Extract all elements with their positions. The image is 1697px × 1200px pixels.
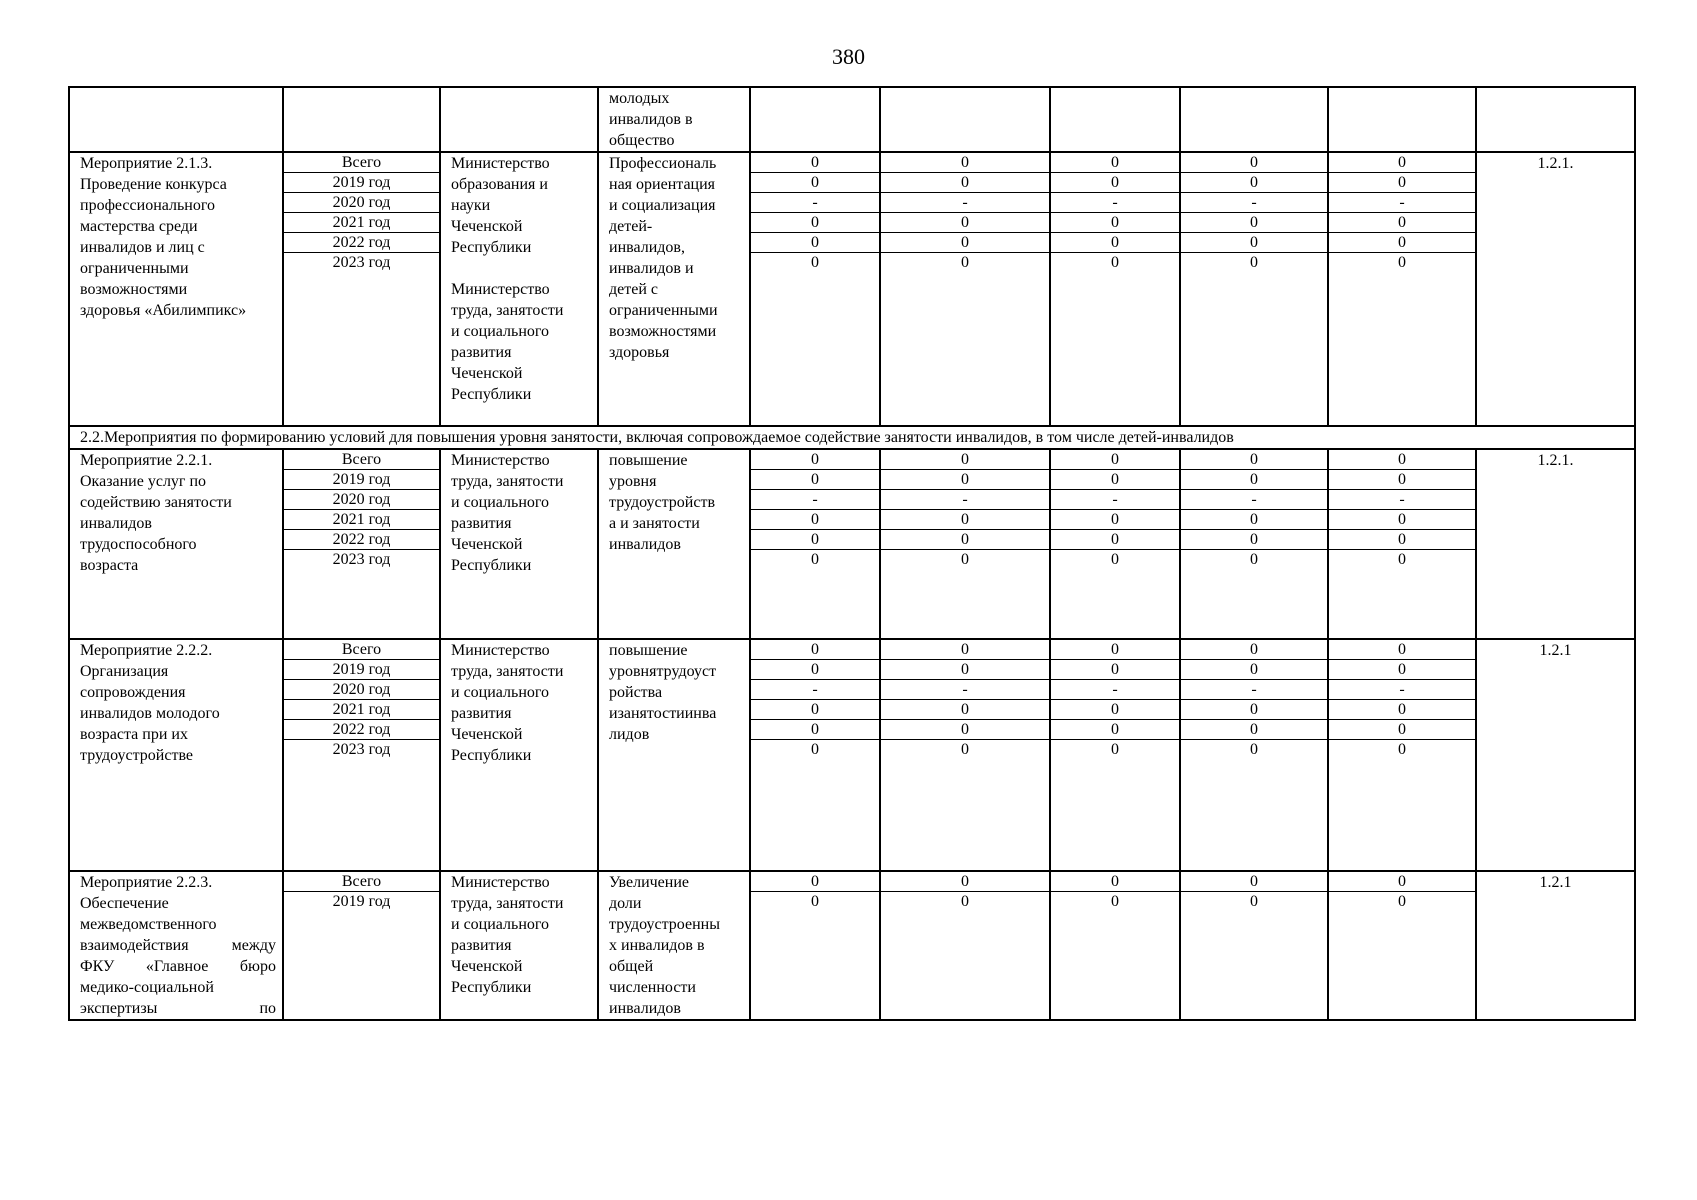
value-item: 0	[1051, 660, 1179, 680]
value-item: 0	[811, 893, 819, 910]
value-item: 0	[1181, 213, 1327, 233]
section-header-row	[69, 426, 1635, 449]
name-line	[80, 893, 276, 914]
measure-row-2-2-2	[69, 639, 1635, 871]
value-item: 0	[1250, 254, 1258, 271]
value-column	[880, 152, 1050, 426]
value-item: 0	[1329, 153, 1475, 173]
value-item: 0	[1051, 720, 1179, 740]
value-item: -	[1181, 490, 1327, 510]
value-item: 0	[751, 660, 879, 680]
value-item: 0	[881, 640, 1049, 660]
name-word: между	[231, 937, 276, 954]
value-item: 0	[1051, 173, 1179, 193]
value-item: 0	[1398, 893, 1406, 910]
value-item: -	[1051, 490, 1179, 510]
value-item: 0	[1181, 450, 1327, 470]
name-word: взаимодействия	[80, 937, 189, 954]
measure-name: Мероприятие 2.2.2. Организация сопровождения инвалидов молодого возраста при их трудоустройстве	[69, 639, 283, 871]
period-item: 2022 год	[284, 233, 439, 253]
value-item: 0	[1181, 660, 1327, 680]
value-item: 0	[1329, 530, 1475, 550]
executor-cell: Министерство труда, занятости и социального развития Чеченской Республики	[440, 871, 598, 1020]
measure-name: Мероприятие 2.2.1. Оказание услуг по содействию занятости инвалидов трудоспособного возраста	[69, 449, 283, 639]
value-column	[1328, 152, 1476, 426]
name-word: по	[259, 1000, 276, 1017]
target-indicator-code: 1.2.1	[1476, 639, 1635, 871]
value-item: 0	[881, 450, 1049, 470]
measure-name	[69, 871, 283, 1020]
value-item: -	[881, 490, 1049, 510]
value-item: 0	[1329, 510, 1475, 530]
period-item: 2019 год	[284, 470, 439, 490]
value-item: -	[881, 680, 1049, 700]
value-item: 0	[1329, 450, 1475, 470]
code-cell	[1476, 87, 1635, 152]
value-item: 0	[1181, 530, 1327, 550]
period-list	[283, 871, 440, 1020]
value-column	[1180, 152, 1328, 426]
value-item: 0	[1329, 700, 1475, 720]
value-item: 0	[751, 700, 879, 720]
value-item: 0	[961, 551, 969, 568]
value-item: -	[1181, 193, 1327, 213]
value-item: 0	[1329, 640, 1475, 660]
period-item: 2023 год	[332, 741, 391, 758]
value-column	[1180, 639, 1328, 871]
value-item: 0	[751, 530, 879, 550]
period-item: 2020 год	[284, 680, 439, 700]
name-line	[80, 872, 276, 893]
value-item: 0	[1051, 530, 1179, 550]
value-column	[750, 449, 880, 639]
value-cell	[1328, 87, 1476, 152]
period-item: 2023 год	[332, 551, 391, 568]
value-column	[750, 152, 880, 426]
value-item: 0	[1051, 510, 1179, 530]
value-item: 0	[961, 254, 969, 271]
name-word: «Главное	[145, 958, 209, 975]
value-item: 0	[881, 660, 1049, 680]
value-item: 0	[1051, 450, 1179, 470]
value-item: 0	[1329, 470, 1475, 490]
value-item: 0	[1250, 551, 1258, 568]
program-measures-table	[68, 86, 1636, 1021]
period-list	[283, 449, 440, 639]
result-cell: повышение уровня трудоустройств а и занятости инвалидов	[598, 449, 750, 639]
value-column	[750, 639, 880, 871]
value-item: 0	[1181, 153, 1327, 173]
executor-cell: Министерство труда, занятости и социального развития Чеченской Республики	[440, 449, 598, 639]
name-line	[80, 977, 276, 998]
result-cell: Увеличение доли трудоустроенны х инвалидов в общей численности инвалидов	[598, 871, 750, 1020]
value-item: 0	[1051, 213, 1179, 233]
result-cell: молодых инвалидов в общество	[598, 87, 750, 152]
value-item: 0	[1051, 470, 1179, 490]
value-cell	[880, 87, 1050, 152]
value-item: 0	[811, 254, 819, 271]
value-item: 0	[751, 153, 879, 173]
value-item: 0	[881, 213, 1049, 233]
value-item: 0	[961, 893, 969, 910]
value-item: 0	[1329, 720, 1475, 740]
value-item: 0	[1111, 254, 1119, 271]
value-item: 0	[1329, 233, 1475, 253]
value-item: 0	[1329, 872, 1475, 892]
value-item: 0	[1051, 700, 1179, 720]
name-word: медико-социальной	[80, 979, 214, 996]
period-item: 2020 год	[284, 490, 439, 510]
period-item: 2021 год	[284, 700, 439, 720]
period-cell	[283, 87, 440, 152]
name-line	[80, 956, 276, 977]
measure-row-2-1-3	[69, 152, 1635, 426]
period-item: Всего	[284, 450, 439, 470]
value-item: 0	[751, 213, 879, 233]
value-item: 0	[751, 510, 879, 530]
name-word: экспертизы	[80, 1000, 158, 1017]
value-item: -	[751, 680, 879, 700]
period-item: 2021 год	[284, 510, 439, 530]
period-list	[283, 639, 440, 871]
value-column	[880, 871, 1050, 1020]
value-item: -	[751, 193, 879, 213]
value-column	[1050, 871, 1180, 1020]
measure-row-2-2-1	[69, 449, 1635, 639]
value-item: 0	[1051, 872, 1179, 892]
value-cell	[1050, 87, 1180, 152]
value-item: 0	[1181, 700, 1327, 720]
period-item: 2023 год	[332, 254, 391, 271]
executor-cell: Министерство труда, занятости и социального развития Чеченской Республики	[440, 639, 598, 871]
result-cell: Профессиональ ная ориентация и социализация детей- инвалидов, инвалидов и детей с ограниченными возможностями здоровья	[598, 152, 750, 426]
value-item: 0	[1329, 213, 1475, 233]
value-column	[750, 871, 880, 1020]
value-item: 0	[1181, 640, 1327, 660]
value-item: 0	[1111, 551, 1119, 568]
value-item: 0	[881, 153, 1049, 173]
value-cell	[1180, 87, 1328, 152]
value-item: 0	[811, 551, 819, 568]
value-item: 0	[1051, 153, 1179, 173]
period-item: 2022 год	[284, 720, 439, 740]
value-item: 0	[1051, 233, 1179, 253]
value-column	[880, 639, 1050, 871]
name-line	[80, 998, 276, 1019]
period-item: 2019 год	[284, 660, 439, 680]
value-item: 0	[881, 173, 1049, 193]
value-item: -	[1181, 680, 1327, 700]
value-item: 0	[1181, 872, 1327, 892]
period-item: 2019 год	[284, 173, 439, 193]
value-item: 0	[811, 741, 819, 758]
value-item: -	[1329, 193, 1475, 213]
value-item: 0	[1329, 173, 1475, 193]
value-column	[880, 449, 1050, 639]
value-item: 0	[1181, 720, 1327, 740]
result-cell: повышение уровнятрудоуст ройства изанятостиинва лидов	[598, 639, 750, 871]
value-item: 0	[1329, 660, 1475, 680]
measure-row-2-2-3	[69, 871, 1635, 1020]
value-item: 0	[1181, 173, 1327, 193]
period-item: Всего	[284, 872, 439, 892]
value-item: -	[751, 490, 879, 510]
period-list	[283, 152, 440, 426]
value-column	[1180, 449, 1328, 639]
value-item: 0	[1111, 741, 1119, 758]
period-item: 2020 год	[284, 193, 439, 213]
value-cell	[750, 87, 880, 152]
period-item: 2021 год	[284, 213, 439, 233]
section-title: 2.2.Мероприятия по формированию условий для повышения уровня занятости, включая сопровождаемое содействие занятости инвалидов, в том числе детей-инвалидов	[69, 426, 1635, 449]
value-item: -	[1329, 680, 1475, 700]
value-item: 0	[881, 510, 1049, 530]
period-item: 2022 год	[284, 530, 439, 550]
value-item: 0	[751, 720, 879, 740]
value-item: 0	[881, 720, 1049, 740]
value-item: 0	[1051, 640, 1179, 660]
value-item: 0	[881, 470, 1049, 490]
name-word: Мероприятие 2.2.3.	[80, 874, 213, 891]
value-column	[1328, 639, 1476, 871]
value-item: 0	[751, 640, 879, 660]
value-item: 0	[751, 173, 879, 193]
value-item: 0	[1250, 741, 1258, 758]
value-item: 0	[1111, 893, 1119, 910]
value-column	[1050, 639, 1180, 871]
value-item: 0	[881, 530, 1049, 550]
continuation-row	[69, 87, 1635, 152]
value-item: 0	[1181, 510, 1327, 530]
executor-cell: Министерство образования и науки Чеченской Республики Министерство труда, занятости и социального развития Чеченской Республики	[440, 152, 598, 426]
value-item: 0	[751, 233, 879, 253]
page-number: 380	[832, 44, 865, 69]
value-item: -	[1329, 490, 1475, 510]
value-column	[1050, 152, 1180, 426]
measure-name: Мероприятие 2.1.3. Проведение конкурса профессионального мастерства среди инвалидов и лиц с ограниченными возможностями здоровья «Абилимпикс»	[69, 152, 283, 426]
value-column	[1050, 449, 1180, 639]
value-item: -	[1051, 680, 1179, 700]
value-item: 0	[961, 741, 969, 758]
value-column	[1328, 449, 1476, 639]
value-item: 0	[1398, 741, 1406, 758]
value-item: 0	[1181, 470, 1327, 490]
period-item: Всего	[284, 640, 439, 660]
value-column	[1180, 871, 1328, 1020]
name-word: бюро	[239, 958, 276, 975]
target-indicator-code: 1.2.1.	[1476, 449, 1635, 639]
period-item: 2019 год	[332, 893, 391, 910]
name-word: ФКУ	[80, 958, 115, 975]
value-item: -	[1051, 193, 1179, 213]
value-item: 0	[751, 872, 879, 892]
value-item: 0	[1181, 233, 1327, 253]
value-item: 0	[751, 470, 879, 490]
name-line	[80, 914, 276, 935]
value-column	[1328, 871, 1476, 1020]
target-indicator-code: 1.2.1.	[1476, 152, 1635, 426]
name-line	[80, 935, 276, 956]
executor-cell	[440, 87, 598, 152]
value-item: 0	[1398, 551, 1406, 568]
value-item: 0	[881, 872, 1049, 892]
name-word: межведомственного	[80, 916, 217, 933]
name-cell	[69, 87, 283, 152]
name-word: Обеспечение	[80, 895, 169, 912]
value-item: 0	[751, 450, 879, 470]
value-item: 0	[881, 700, 1049, 720]
value-item: 0	[1398, 254, 1406, 271]
value-item: 0	[1250, 893, 1258, 910]
target-indicator-code: 1.2.1	[1476, 871, 1635, 1020]
period-item: Всего	[284, 153, 439, 173]
value-item: -	[881, 193, 1049, 213]
value-item: 0	[881, 233, 1049, 253]
